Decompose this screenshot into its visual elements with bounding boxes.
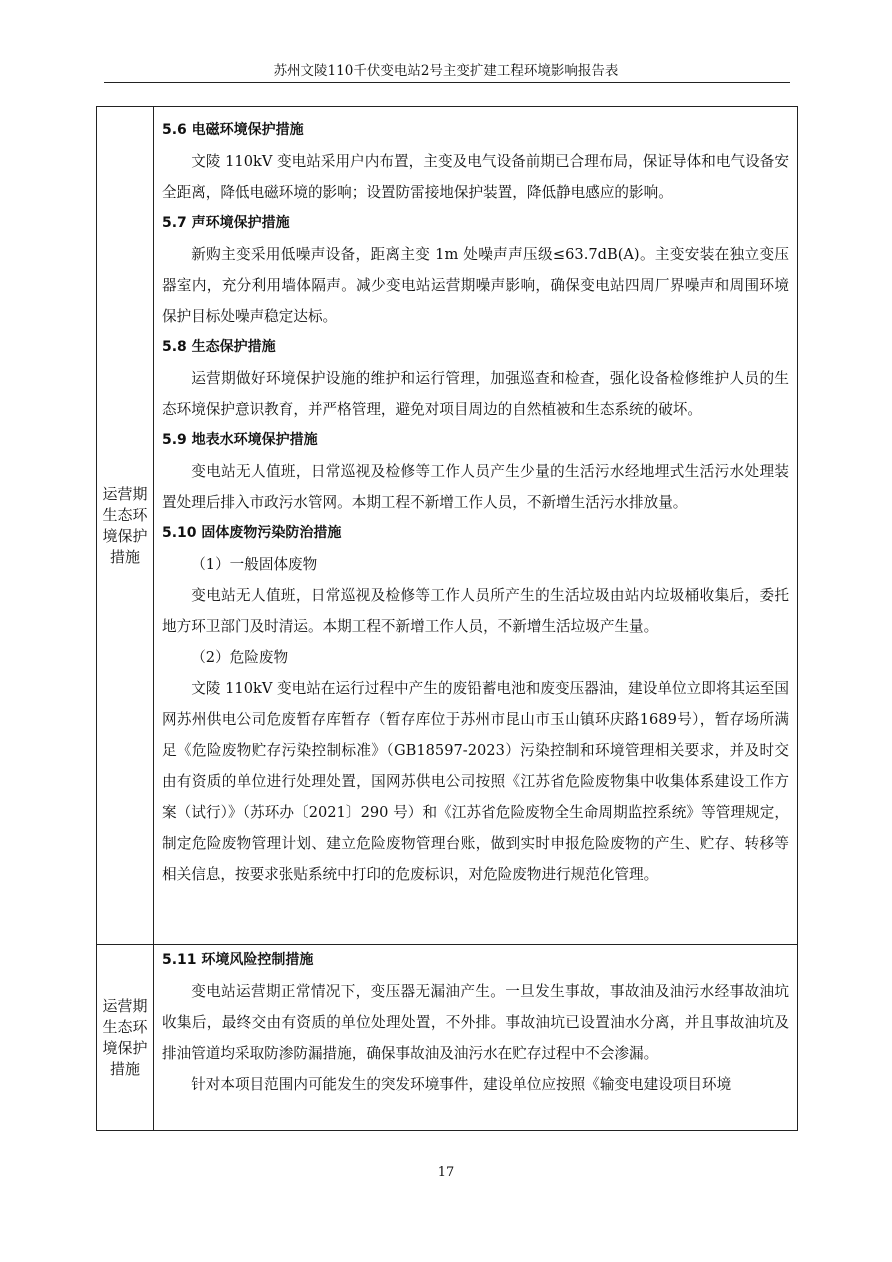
section-heading: 5.7 声环境保护措施 bbox=[162, 215, 290, 231]
row-label-text: 运营期生态环境保护措施 bbox=[102, 996, 148, 1078]
section-heading: 5.8 生态保护措施 bbox=[162, 339, 276, 355]
row-content bbox=[154, 945, 798, 1131]
page-number: 17 bbox=[437, 1165, 455, 1180]
page-header: 苏州文陵110千伏变电站2号主变扩建工程环境影响报告表 bbox=[273, 63, 619, 79]
paragraph: 文陵 110kV 变电站在运行过程中产生的废铅蓄电池和废变压器油，建设单位立即将其运至国网苏州供电公司危废暂存库暂存（暂存库位于苏州市昆山市玉山镇环庆路1689号），暂存场所满足《危险废物贮存污染控制标准》（GB18597-2023）污染控制和环境管理相关要求，并及时交由有资质的单位进行处理处置，国网苏供电公司按照《江苏省危险废物集中收集体系建设工作方案（试行）》（苏环办〔2021〕290 号）和《江苏省危险废物全生命周期监控系统》等管理规定，制定危险废物管理计划、建立危险废物管理台账，做到实时申报危险废物的产生、贮存、转移等相关信息，按要求张贴系统中打印的危废标识，对危险废物进行规范化管理。 bbox=[162, 680, 789, 883]
paragraph: 文陵 110kV 变电站采用户内布置，主变及电气设备前期已合理布局，保证导体和电气设备安全距离，降低电磁环境的影响；设置防雷接地保护装置，降低静电感应的影响。 bbox=[162, 153, 789, 201]
paragraph: 变电站无人值班，日常巡视及检修等工作人员所产生的生活垃圾由站内垃圾桶收集后，委托地方环卫部门及时清运。本期工程不新增工作人员，不新增生活垃圾产生量。 bbox=[162, 587, 789, 635]
row-content bbox=[154, 107, 798, 945]
header-rule bbox=[104, 82, 790, 83]
row-label-text: 运营期生态环境保护措施 bbox=[102, 484, 148, 566]
paragraph: 针对本项目范围内可能发生的突发环境事件，建设单位应按照《输变电建设项目环境 bbox=[191, 1076, 732, 1093]
paragraph: 运营期做好环境保护设施的维护和运行管理，加强巡查和检查，强化设备检修维护人员的生态环境保护意识教育，并严格管理，避免对项目周边的自然植被和生态系统的破坏。 bbox=[162, 370, 789, 418]
section-heading: 5.9 地表水环境保护措施 bbox=[162, 432, 318, 448]
subheading: （2）危险废物 bbox=[191, 649, 289, 666]
paragraph: 变电站运营期正常情况下，变压器无漏油产生。一旦发生事故，事故油及油污水经事故油坑收集后，最终交由有资质的单位处理处置，不外排。事故油坑已设置油水分离，并且事故油坑及排油管道均采取防渗防漏措施，确保事故油及油污水在贮存过程中不会渗漏。 bbox=[162, 983, 789, 1062]
table-row bbox=[97, 107, 798, 945]
paragraph: 新购主变采用低噪声设备，距离主变 1m 处噪声声压级≤63.7dB(A)。主变安装在独立变压器室内，充分利用墙体隔声。减少变电站运营期噪声影响，确保变电站四周厂界噪声和周围环境保护目标处噪声稳定达标。 bbox=[162, 246, 789, 325]
paragraph: 变电站无人值班，日常巡视及检修等工作人员产生少量的生活污水经地埋式生活污水处理装置处理后排入市政污水管网。本期工程不新增工作人员，不新增生活污水排放量。 bbox=[162, 463, 789, 511]
section-heading: 5.10 固体废物污染防治措施 bbox=[162, 525, 342, 541]
row-label bbox=[97, 945, 154, 1131]
section-heading: 5.11 环境风险控制措施 bbox=[162, 952, 314, 968]
section-heading: 5.6 电磁环境保护措施 bbox=[162, 122, 304, 138]
row-label bbox=[97, 107, 154, 945]
measures-table bbox=[96, 106, 798, 1131]
table-row bbox=[97, 945, 798, 1131]
subheading: （1）一般固体废物 bbox=[191, 556, 318, 573]
